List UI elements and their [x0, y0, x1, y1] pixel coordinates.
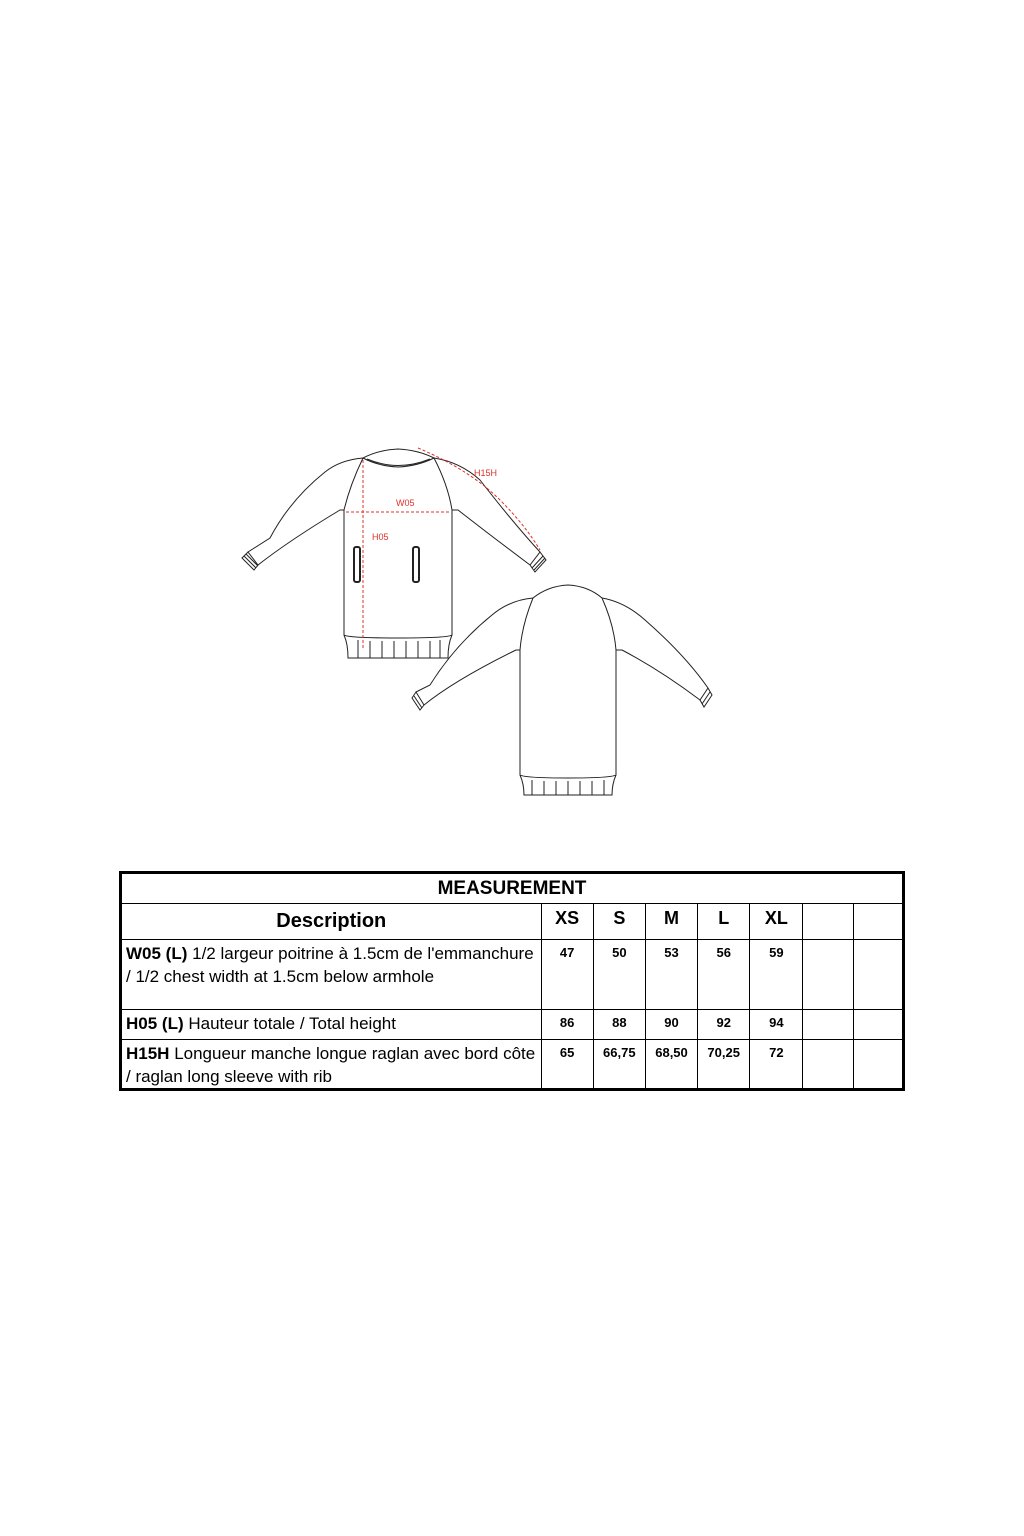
row-value-empty: [803, 940, 853, 1010]
row-value: 59: [750, 940, 803, 1010]
row-value-empty: [803, 1010, 853, 1040]
row-value: 90: [645, 1010, 697, 1040]
row-value: 65: [541, 1040, 593, 1090]
size-header: M: [645, 904, 697, 940]
row-value: 88: [593, 1010, 645, 1040]
size-header: L: [698, 904, 750, 940]
size-header: S: [593, 904, 645, 940]
table-header-row: [121, 904, 904, 940]
row-description: [121, 940, 542, 1010]
size-header: XL: [750, 904, 803, 940]
row-value-empty: [853, 940, 903, 1010]
h15h-label: H15H: [474, 468, 498, 478]
row-value: 86: [541, 1010, 593, 1040]
description-header: Description: [121, 904, 542, 940]
row-code: H05 (L): [126, 1014, 184, 1033]
size-header-empty: [803, 904, 853, 940]
row-code: H15H: [126, 1044, 170, 1063]
measurement-table: [119, 871, 905, 1091]
row-code: W05 (L): [126, 944, 188, 963]
table-title: MEASUREMENT: [121, 873, 904, 904]
table-row: [121, 1010, 904, 1040]
row-value: 47: [541, 940, 593, 1010]
row-value-empty: [853, 1010, 903, 1040]
row-value-empty: [853, 1040, 903, 1090]
row-value: 50: [593, 940, 645, 1010]
garment-technical-drawing: [230, 430, 730, 810]
row-value: 72: [750, 1040, 803, 1090]
row-value: 68,50: [645, 1040, 697, 1090]
h05-label: H05: [372, 532, 389, 542]
row-text: 1/2 largeur poitrine à 1.5cm de l'emmanchure / 1/2 chest width at 1.5cm below armhole: [126, 944, 534, 986]
front-view: [242, 449, 546, 658]
row-text: Hauteur totale / Total height: [183, 1014, 396, 1033]
row-text: Longueur manche longue raglan avec bord côte / raglan long sleeve with rib: [126, 1044, 536, 1086]
row-value: 56: [698, 940, 750, 1010]
table-row: [121, 940, 904, 1010]
row-value: 70,25: [698, 1040, 750, 1090]
row-value: 94: [750, 1010, 803, 1040]
w05-label: W05: [396, 498, 415, 508]
size-header-empty: [853, 904, 903, 940]
row-value: 53: [645, 940, 697, 1010]
back-view: [412, 585, 712, 795]
table-row: [121, 1040, 904, 1090]
row-description: [121, 1010, 542, 1040]
row-value: 92: [698, 1010, 750, 1040]
size-header: XS: [541, 904, 593, 940]
row-value-empty: [803, 1040, 853, 1090]
row-description: [121, 1040, 542, 1090]
row-value: 66,75: [593, 1040, 645, 1090]
